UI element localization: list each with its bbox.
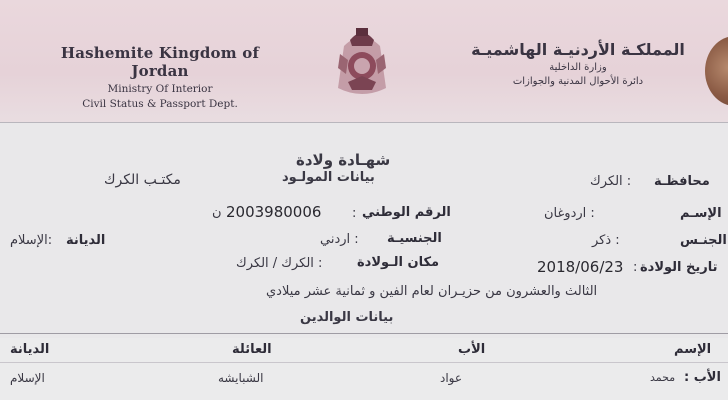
official-seal-icon [705, 36, 728, 106]
date-of-birth-label: تاريخ الولادة [640, 260, 718, 275]
jordan-coat-of-arms-icon [326, 24, 398, 104]
national-number-label: الرقم الوطني [362, 205, 451, 220]
father-first-name: محمد [650, 371, 676, 384]
date-of-birth-value: 2018/06/23 [537, 258, 624, 276]
parents-col-religion: الديانة [10, 342, 50, 357]
gender-value: : ذكر [592, 233, 620, 248]
father-row-label: الأب : [684, 370, 721, 385]
governorate-label: محافظـة [654, 174, 710, 189]
father-father-name: عواد [440, 371, 463, 385]
kingdom-name-ar: المملكـة الأردنيـة الهاشميـة [471, 40, 685, 59]
header-divider [0, 122, 728, 123]
place-of-birth-value: : الكرك / الكرك [236, 256, 323, 271]
parents-col-family: العائلة [232, 342, 272, 357]
ministry-name-en: Ministry Of Interior [107, 83, 213, 95]
parents-table [0, 338, 728, 400]
issuing-office: مكتـب الكرك [104, 172, 181, 188]
parents-table-top-border [0, 333, 728, 334]
arabic-header-block [468, 40, 688, 87]
certificate-title: شهـادة ولادة [296, 151, 391, 169]
date-of-birth-in-words: الثالث والعشرون من حزيـران لعام الفين و ثمانية عشر ميلادي [266, 284, 598, 299]
child-name-value: : اردوغان [544, 206, 595, 221]
father-family-name: الشبايشه [218, 371, 264, 385]
parents-section-title: بيانات الوالدين [300, 310, 394, 325]
gender-label: الجنـس [680, 233, 727, 248]
national-number-suffix: ن [212, 205, 222, 220]
date-of-birth-colon: : [633, 260, 638, 275]
nationality-value: : اردني [320, 232, 359, 247]
certificate-header [0, 0, 728, 122]
department-name-ar: دائرة الأحوال المدنية والجوازات [512, 76, 644, 87]
national-number-value: 2003980006 [226, 203, 322, 221]
nationality-label: الجنسيـة [387, 231, 442, 246]
child-religion-label: الديانة [66, 233, 106, 248]
ministry-name-ar: وزارة الداخلية [549, 62, 607, 73]
national-number-colon: : [352, 206, 357, 221]
parents-col-father: الأب [458, 342, 486, 357]
governorate-value: : الكرك [590, 174, 632, 189]
child-religion-value: :الإسلام [10, 233, 53, 248]
child-data-subtitle: بيانات المولـود [282, 170, 375, 185]
place-of-birth-label: مكان الـولادة [357, 255, 440, 270]
father-religion: الإسلام [10, 371, 45, 385]
parents-col-name: الإسم [674, 342, 712, 357]
english-header-block [50, 44, 270, 110]
child-name-label: الإسـم [680, 206, 722, 221]
parents-table-row-divider [0, 362, 728, 363]
kingdom-name-en: Hashemite Kingdom of Jordan [60, 44, 260, 80]
department-name-en: Civil Status & Passport Dept. [82, 98, 238, 110]
